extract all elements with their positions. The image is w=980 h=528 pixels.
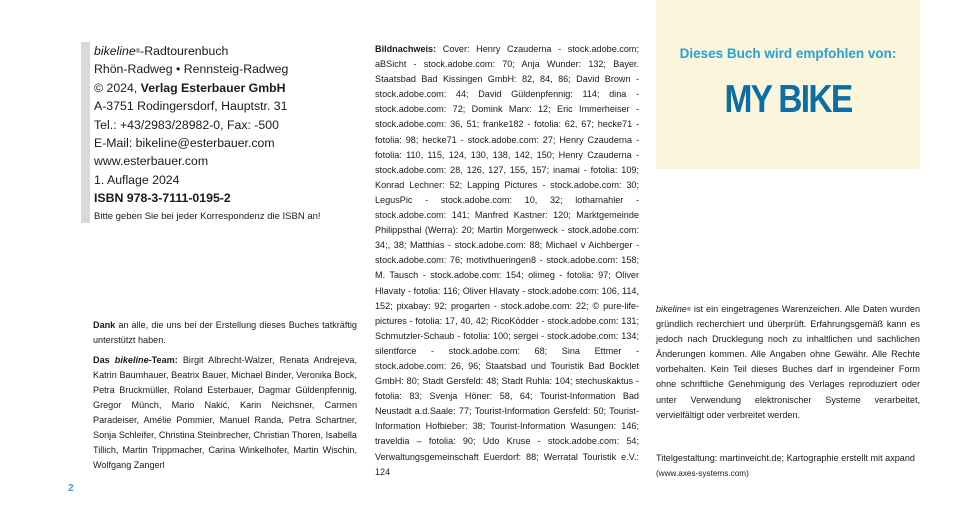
recommendation-title: Dieses Buch wird empfohlen von:	[679, 46, 897, 61]
legal-brand-mark: ®	[686, 307, 691, 313]
mybike-logo: MY BIKE	[724, 78, 852, 121]
imprint-book-type: -Radtourenbuch	[140, 44, 229, 58]
team-brand: bikeline	[114, 355, 149, 365]
photo-credits	[375, 42, 639, 480]
imprint-publisher: Verlag Esterbauer GmbH	[140, 80, 286, 95]
legal-notice	[656, 302, 920, 423]
imprint-email: E-Mail: bikeline@esterbauer.com	[94, 136, 275, 151]
imprint-isbn-note: Bitte geben Sie bei jeder Korrespondenz die ISBN an!	[94, 210, 321, 222]
team-label	[93, 355, 178, 365]
imprint-website: www.esterbauer.com	[94, 154, 209, 169]
thanks-label: Dank	[93, 320, 116, 330]
legal-brand: bikeline	[656, 304, 687, 314]
imprint-brand-mark: ®	[135, 49, 141, 55]
team-members: Birgit Albrecht-Walzer, Renata Andrejeva, Katrin Baumhauer, Beatrix Bauer, Michael Binder, Veronika Bock, Petra Bruckmüller, Roland Esterbauer, Dagmar Güldenpfennig, Gregor Münch, Mario Nakić, Karin Neichsner, Carmen Paradeiser, Amélie Pommier, Manuel Randa, Petra Schartner, Sonja Schleifer, Christina Steinbrecher, Christian Thoren, Isabella Tillich, Martin Trippmacher, Carina Winkelhofer, Martin Wischin, Wolfgang Zangerl	[93, 355, 357, 470]
imprint-address: A-3751 Rodingersdorf, Hauptstr. 31	[94, 99, 288, 114]
imprint-edition: 1. Auflage 2024	[94, 172, 180, 187]
thanks-text: an alle, die uns bei der Erstellung dieses Buches tatkräftig unterstützt haben.	[93, 320, 357, 345]
imprint-title	[94, 42, 363, 60]
page-number: 2	[68, 483, 74, 494]
imprint-isbn: ISBN 978-3-7111-0195-2	[94, 191, 231, 206]
design-credit-text: Titelgestaltung: martinveicht.de; Kartographie erstellt mit axpand	[656, 453, 915, 463]
design-credit	[656, 451, 920, 481]
thanks-paragraph	[93, 318, 357, 348]
team-suffix: -Team:	[148, 355, 178, 365]
imprint-brand: bikeline	[94, 44, 136, 58]
imprint-copyright	[94, 79, 363, 97]
thanks-section	[93, 318, 357, 473]
design-credit-url: (www.axes-systems.com)	[656, 469, 749, 479]
team-prefix: Das	[93, 355, 115, 365]
recommendation-box	[656, 0, 920, 169]
imprint-block	[81, 42, 363, 223]
imprint-copyright-prefix: © 2024,	[94, 80, 141, 95]
imprint-phone-fax: Tel.: +43/2983/28982-0, Fax: -500	[94, 117, 279, 132]
team-paragraph	[93, 353, 357, 473]
legal-text: ist ein eingetragenes Warenzeichen. Alle Daten wurden gründlich recherchiert und überprüft. Erfahrungsgemäß kann es jedoch nach Drucklegung noch zu inhaltlichen und sachlichen Änderungen kommen. Alle Angaben ohne Gewähr. Alle Rechte vorbehalten. Kein Teil dieses Buches darf in irgendeiner Form ohne schriftliche Genehmigung des Verlages reproduziert oder unter Verwendung elektronischer Systeme verarbeitet, vervielfältigt oder verbreitet werden.	[656, 304, 920, 420]
photo-credits-label: Bildnachweis:	[375, 44, 437, 54]
imprint-route: Rhön-Radweg • Rennsteig-Radweg	[94, 62, 289, 77]
photo-credits-text: Cover: Henry Czauderna - stock.adobe.com; aBSicht - stock.adobe.com: 70; Anja Wunder: 132; Bayer. Staatsbad Bad Kissingen GmbH: 82, 84, 86; David Brown - stock.adobe.com: 44; David Güldenpfennig: 114; dina - stock.adobe.com: 72; Domink Marx: 12; Eric Immerheiser - stock.adobe.com: 36, 51; franke182 - fotolia: 62, 67; hecke71 - fotolia: 98; hecke71 - stock.adobe.com: 27; Henry Czauderna - fotolia: 110, 115, 124, 130, 138, 142, 150; Henry Czauderna - stock.adobe.com: 28, 126, 127, 155, 157; inamai - fotolia: 109; Konrad Lechner: 52; Lapping Pictures - stock.adobe.com: 30; LegusPic - stock.adobe.com: 10, 32; lotharnahler - stock.adobe.com: 141; Manfred Kastner: 120; Marktgemeinde Philippsthal (Werra): 20; Martin Morgenweck - stock.adobe.com: 34;, 38; Matthias - stock.adobe.com: 88; Michael v Aichberger - stock.adobe.com: 76; motivthueringen8 - stock.adobe.com: 158; M. Tausch - stock.adobe.com: 154; olimeg - fotolia: 97; Oliver Hlavaty - fotolia: 116; Oliver Hlavaty - stock.adobe.com: 106, 114, 152; pixabay: 92; progarten - stock.adobe.com: 22; © pure-life-pictures - fotolia: 17, 40, 42; RicoKödder - stock.adobe.com: 131; Schmutzler-Schaub - fotolia: 100; sergei - stock.adobe.com: 134; silentforce - stock.adobe.com: 68; Sina Ettmer - stock.adobe.com: 26, 96; Staatsbad und Touristik Bad Bocklet GmbH: 80; Stadt Gersfeld: 48; Stadt Ruhla: 104; stechuskaktus - fotolia: 83; Svenja Höner: 58, 64; Tourist-Information Bad Neustadt a.d.Saale: 77; Tourist-Information Gersfeld: 50; Tourist-Information Hofbieber: 38; Tourist-Information Wasungen: 146; traveldia – fotolia: 90; Udo Kruse - stock.adobe.com: 54; Verwaltungsgemeinschaft Euerdorf: 88; Werratal Touristik e.V.: 124	[375, 44, 639, 477]
